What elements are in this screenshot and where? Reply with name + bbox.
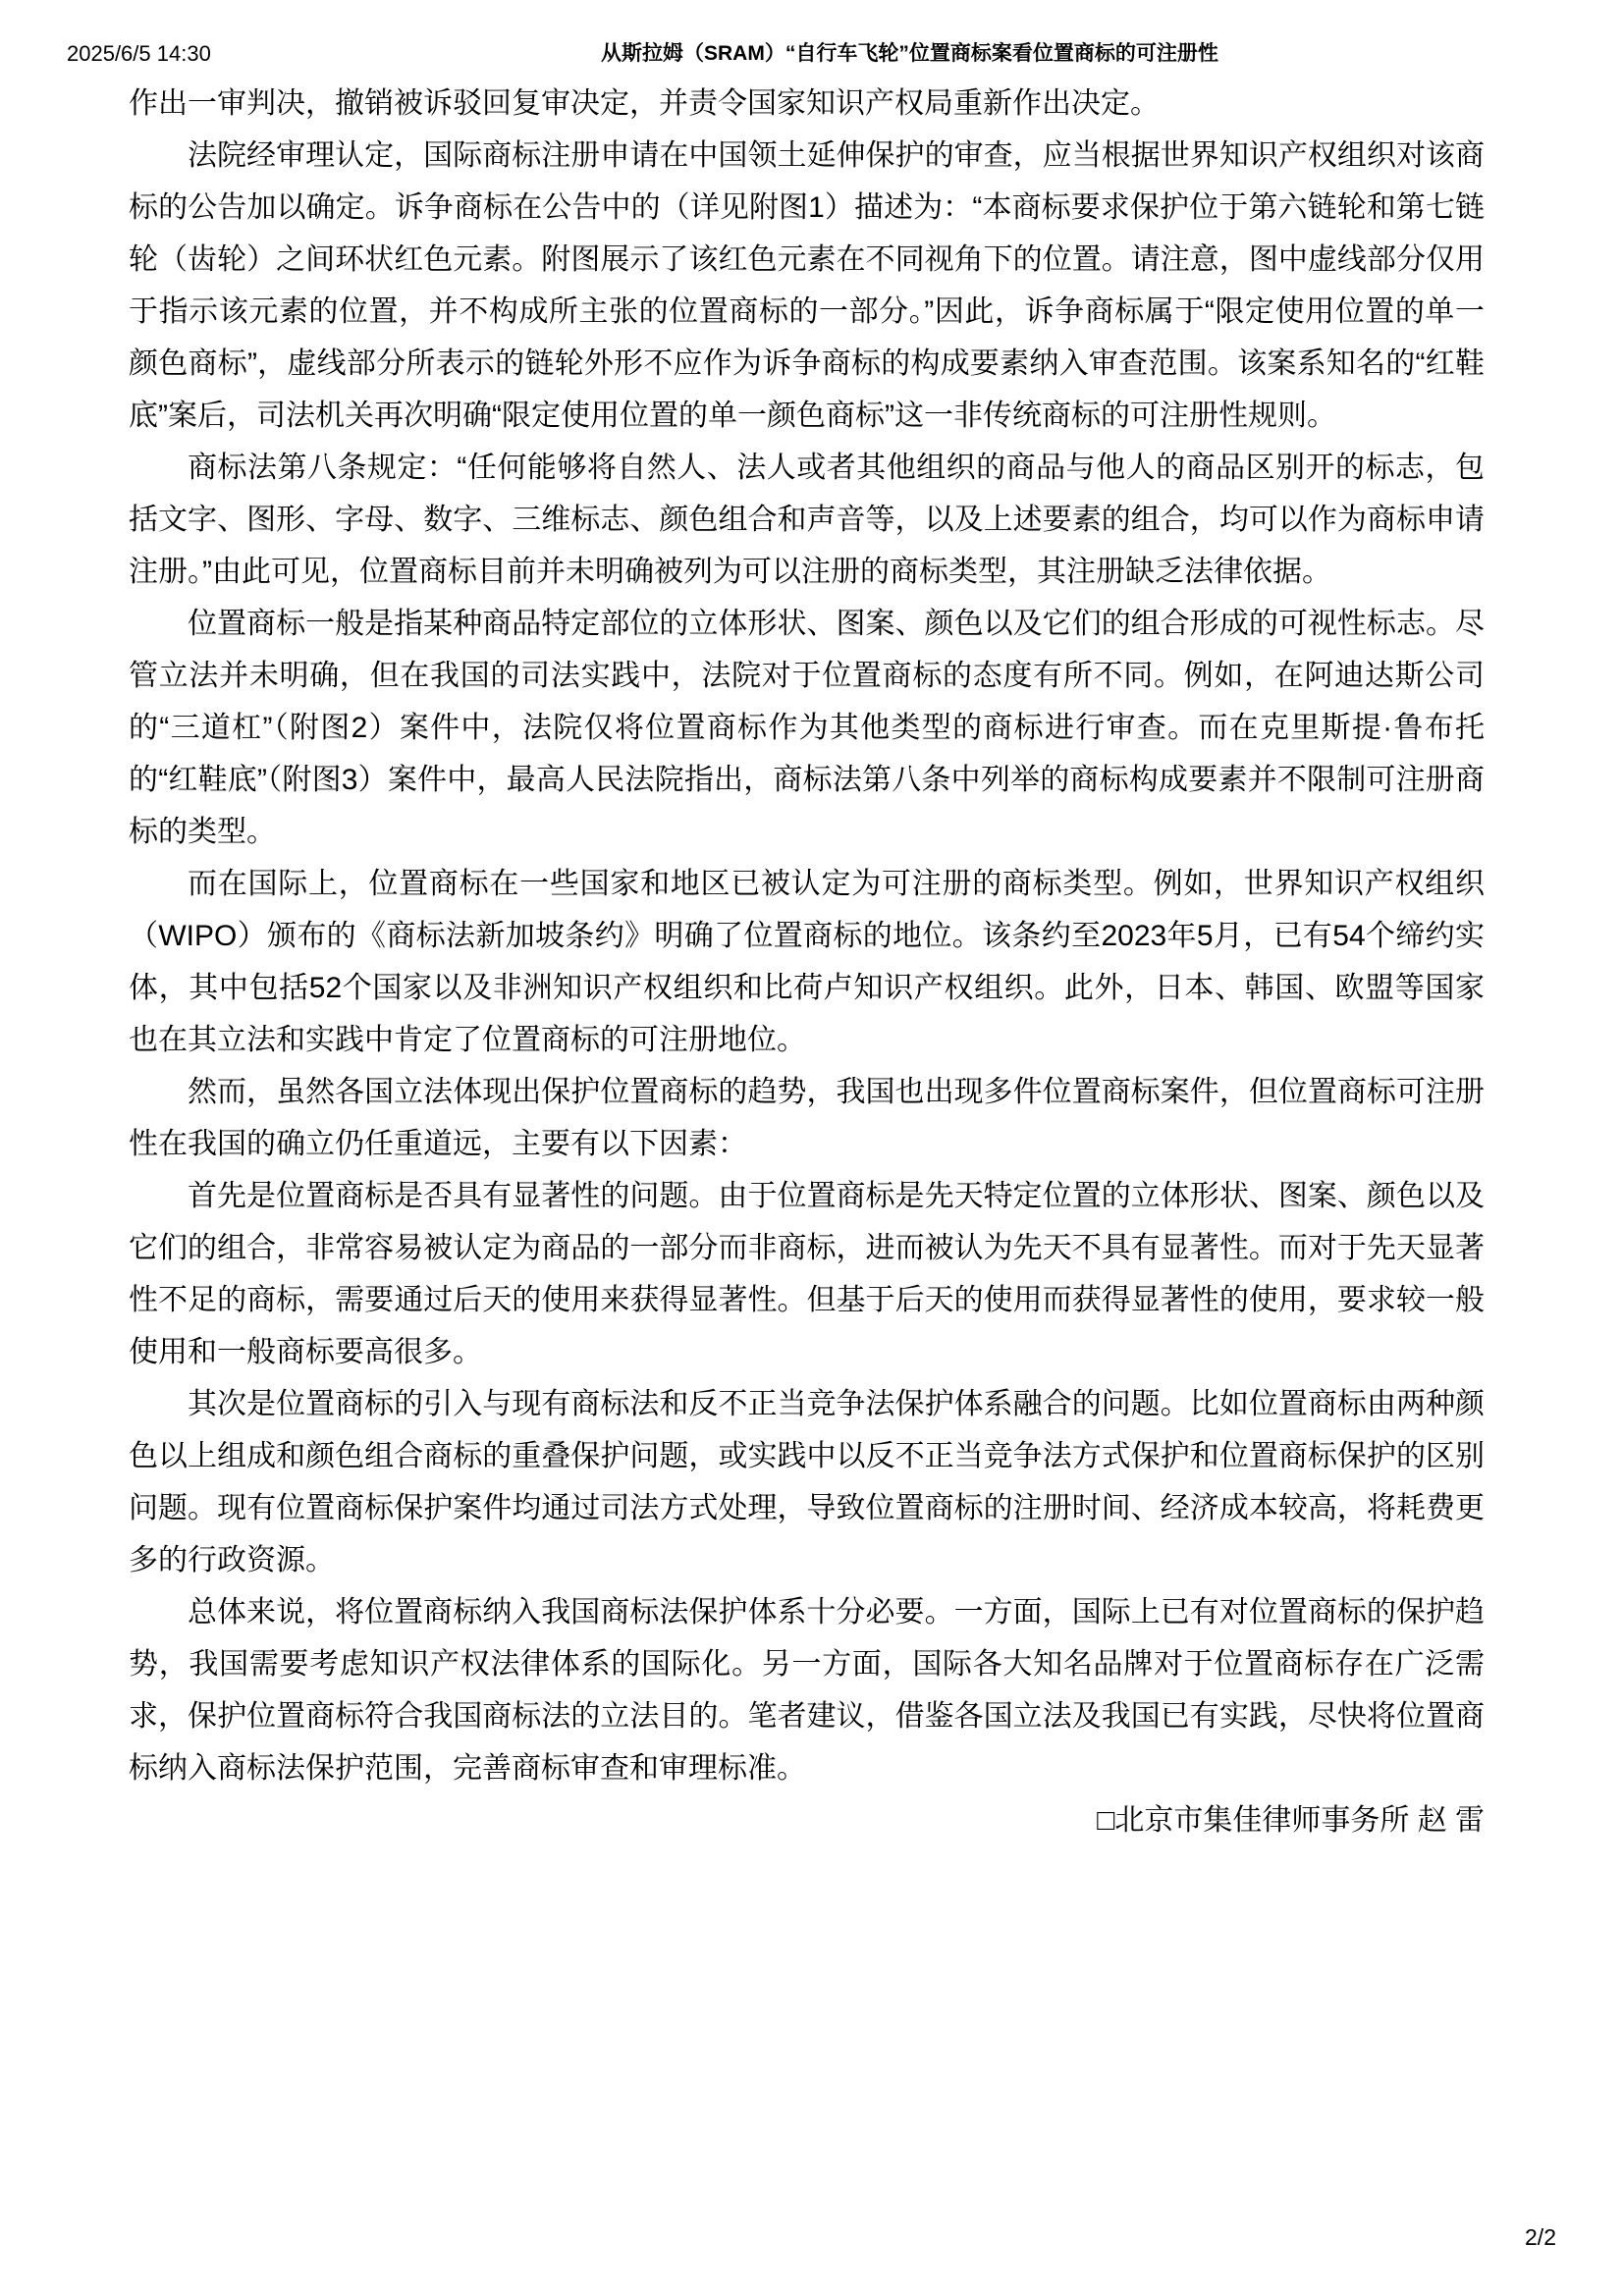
paragraph: 首先是位置商标是否具有显著性的问题。由于位置商标是先天特定位置的立体形状、图案、颜色以及它们的组合，非常容易被认定为商品的一部分而非商标，进而被认为先天不具有显著性。而对于先天显著性不足的商标，需要通过后天的使用来获得显著性。但基于后天的使用而获得显著性的使用，要求较一般使用和一般商标要高很多。 (129, 1180, 1485, 1368)
article-body (129, 78, 1485, 1846)
paragraph: 作出一审判决，撤销被诉驳回复审决定，并责令国家知识产权局重新作出决定。 (129, 87, 1160, 120)
print-header-date: 2025/6/5 14:30 (67, 41, 211, 66)
paragraph: 位置商标一般是指某种商品特定部位的立体形状、图案、颜色以及它们的组合形成的可视性标志。尽管立法并未明确，但在我国的司法实践中，法院对于位置商标的态度有所不同。例如，在阿迪达斯公司的“三道杠”（附图2）案件中，法院仅将位置商标作为其他类型的商标进行审查。而在克里斯提·鲁布托的“红鞋底”（附图3）案件中，最高人民法院指出，商标法第八条中列举的商标构成要素并不限制可注册商标的类型。 (129, 608, 1485, 848)
paragraph: 法院经审理认定，国际商标注册申请在中国领土延伸保护的审查，应当根据世界知识产权组织对该商标的公告加以确定。诉争商标在公告中的（详见附图1）描述为：“本商标要求保护位于第六链轮和第七链轮（齿轮）之间环状红色元素。附图展示了该红色元素在不同视角下的位置。请注意，图中虚线部分仅用于指示该元素的位置，并不构成所主张的位置商标的一部分。”因此，诉争商标属于“限定使用位置的单一颜色商标”，虚线部分所表示的链轮外形不应作为诉争商标的构成要素纳入审查范围。该案系知名的“红鞋底”案后，司法机关再次明确“限定使用位置的单一颜色商标”这一非传统商标的可注册性规则。 (129, 139, 1485, 432)
paragraph: 然而，虽然各国立法体现出保护位置商标的趋势，我国也出现多件位置商标案件，但位置商标可注册性在我国的确立仍任重道远，主要有以下因素： (129, 1076, 1485, 1160)
page-number: 2/2 (1525, 2224, 1556, 2250)
paragraph: 总体来说，将位置商标纳入我国商标法保护体系十分必要。一方面，国际上已有对位置商标的保护趋势，我国需要考虑知识产权法律体系的国际化。另一方面，国际各大知名品牌对于位置商标存在广泛需求，保护位置商标符合我国商标法的立法目的。笔者建议，借鉴各国立法及我国已有实践，尽快将位置商标纳入商标法保护范围，完善商标审查和审理标准。 (129, 1596, 1485, 1785)
print-header-title: 从斯拉姆（SRAM）“自行车飞轮”位置商标案看位置商标的可注册性 (601, 42, 1218, 65)
paragraph: 而在国际上，位置商标在一些国家和地区已被认定为可注册的商标类型。例如，世界知识产权组织（WIPO）颁布的《商标法新加坡条约》明确了位置商标的地位。该条约至2023年5月，已有54个缔约实体，其中包括52个国家以及非洲知识产权组织和比荷卢知识产权组织。此外，日本、韩国、欧盟等国家也在其立法和实践中肯定了位置商标的可注册地位。 (129, 868, 1485, 1056)
paragraph: 其次是位置商标的引入与现有商标法和反不正当竞争法保护体系融合的问题。比如位置商标由两种颜色以上组成和颜色组合商标的重叠保护问题，或实践中以反不正当竞争法方式保护和位置商标保护的区别问题。现有位置商标保护案件均通过司法方式处理，导致位置商标的注册时间、经济成本较高，将耗费更多的行政资源。 (129, 1388, 1485, 1576)
paragraph: 商标法第八条规定：“任何能够将自然人、法人或者其他组织的商品与他人的商品区别开的标志，包括文字、图形、字母、数字、三维标志、颜色组合和声音等，以及上述要素的组合，均可以作为商标申请注册。”由此可见，位置商标目前并未明确被列为可以注册的商标类型，其注册缺乏法律依据。 (129, 452, 1485, 588)
author-byline: □北京市集佳律师事务所 赵 雷 (1097, 1804, 1485, 1837)
